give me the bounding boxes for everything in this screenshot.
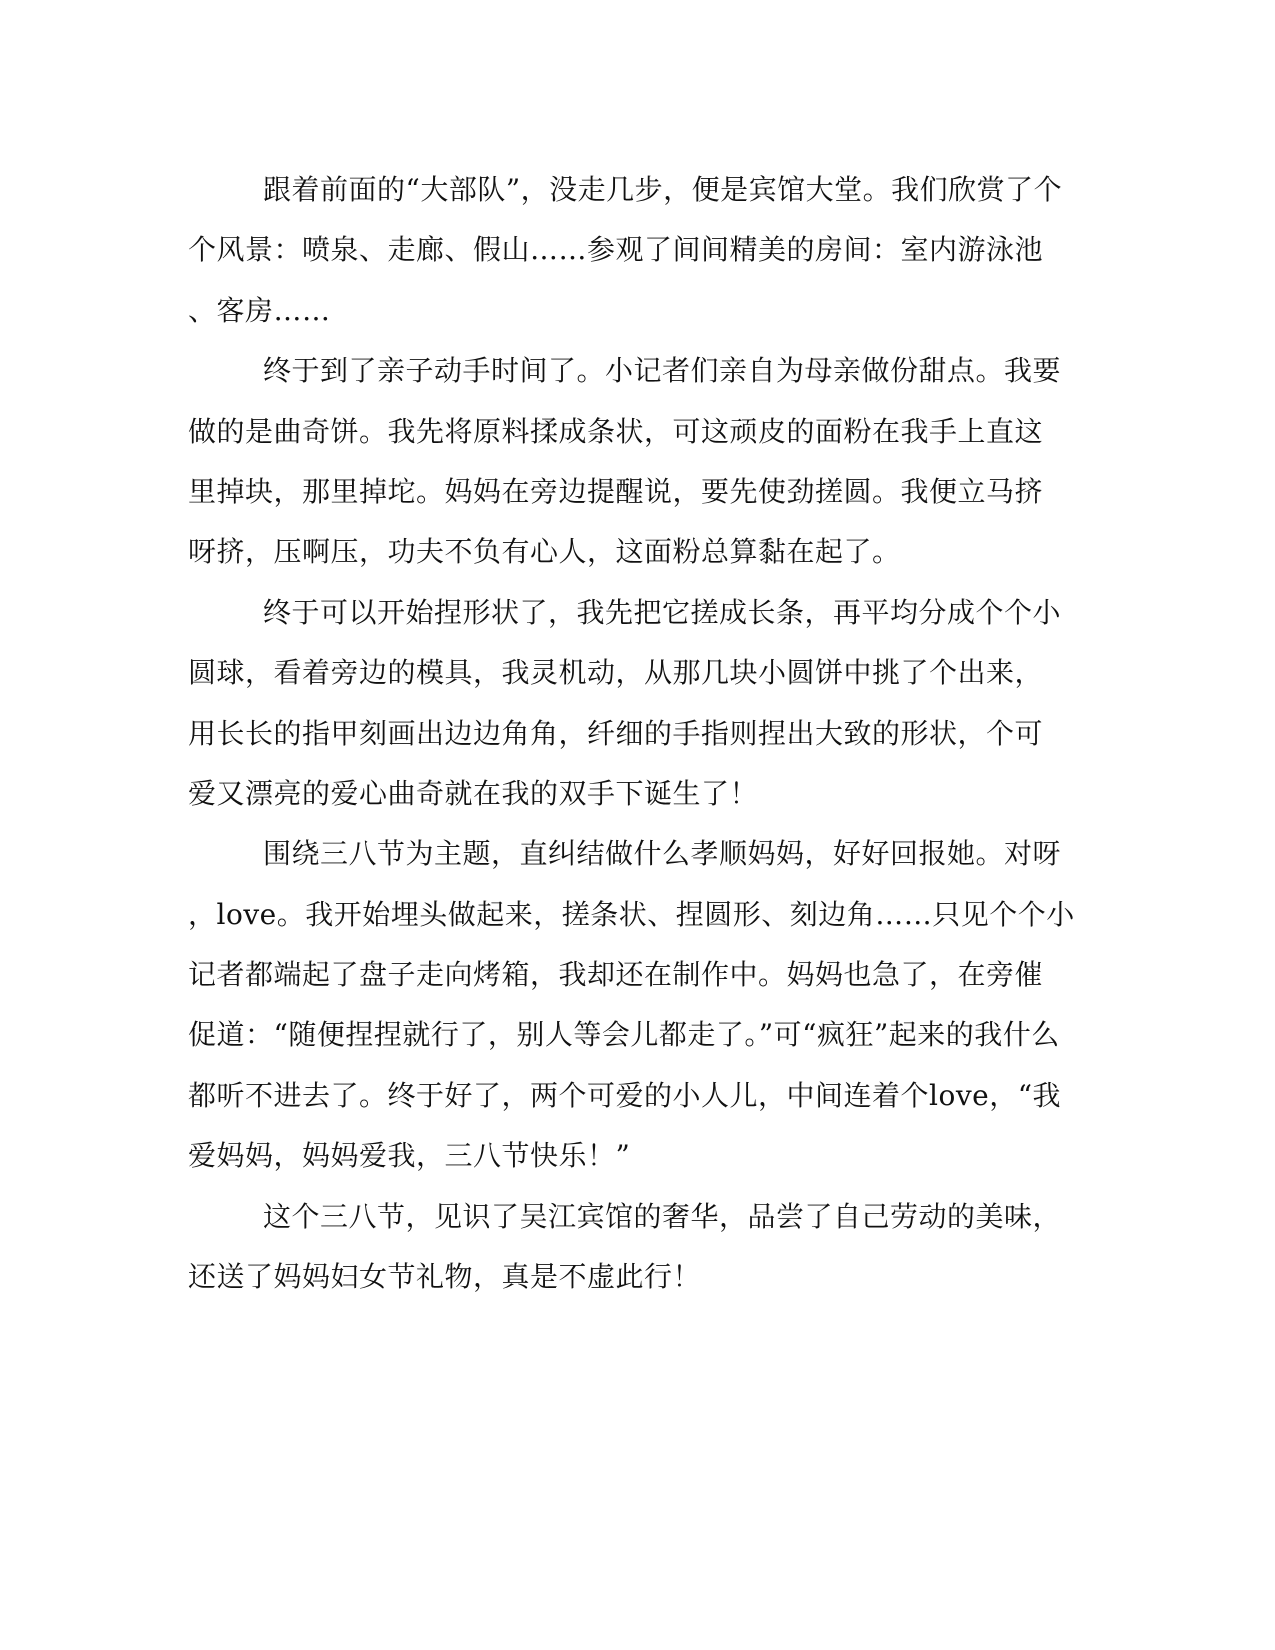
text-line: 还送了妈妈妇女节礼物，真是不虚此行！: [188, 1260, 702, 1294]
paragraph: [188, 160, 1088, 341]
text-line: 用长长的指甲刻画出边边角角，纤细的手指则捏出大致的形状，个可: [188, 716, 1044, 750]
paragraph: [188, 583, 1088, 825]
text-line: 围绕三八节为主题，直纠结做什么孝顺妈妈，好好回报她。对呀: [263, 837, 1062, 871]
text-line: 跟着前面的“大部队”，没走几步，便是宾馆大堂。我们欣赏了个: [263, 173, 1063, 206]
text-line: 终于可以开始捏形状了，我先把它搓成长条，再平均分成个个小: [263, 595, 1062, 629]
text-line: 都听不进去了。终于好了，两个可爱的小人儿，中间连着个love，“我: [188, 1078, 1062, 1112]
paragraph: [188, 824, 1088, 1186]
text-line: 里掉块，那里掉坨。妈妈在旁边提醒说，要先使劲搓圆。我便立马挤: [188, 474, 1044, 508]
text-line: 呀挤，压啊压，功夫不负有心人，这面粉总算黏在起了。: [188, 535, 901, 569]
text-line: 这个三八节，见识了吴江宾馆的奢华，品尝了自己劳动的美味，: [263, 1199, 1062, 1233]
text-line: 爱又漂亮的爱心曲奇就在我的双手下诞生了！: [188, 776, 759, 810]
text-line: 圆球，看着旁边的模具，我灵机动，从那几块小圆饼中挑了个出来，: [188, 656, 1044, 690]
paragraph: [188, 341, 1088, 583]
text-line: 终于到了亲子动手时间了。小记者们亲自为母亲做份甜点。我要: [263, 354, 1062, 388]
text-line: 做的是曲奇饼。我先将原料揉成条状，可这顽皮的面粉在我手上直这: [188, 414, 1044, 448]
paragraph: [188, 1187, 1088, 1308]
text-line: 爱妈妈，妈妈爱我，三八节快乐！”: [188, 1139, 631, 1173]
text-line: 个风景：喷泉、走廊、假山……参观了间间精美的房间：室内游泳池: [188, 233, 1044, 267]
text-line: ，love。我开始埋头做起来，搓条状、捏圆形、刻边角……只见个个小: [188, 897, 1075, 931]
document-body: [188, 160, 1088, 1307]
text-line: 、客房……: [188, 293, 331, 327]
text-line: 记者都端起了盘子走向烤箱，我却还在制作中。妈妈也急了，在旁催: [188, 958, 1044, 992]
text-line: 促道：“随便捏捏就行了，别人等会儿都走了。”可“疯狂”起来的我什么: [188, 1018, 1060, 1052]
